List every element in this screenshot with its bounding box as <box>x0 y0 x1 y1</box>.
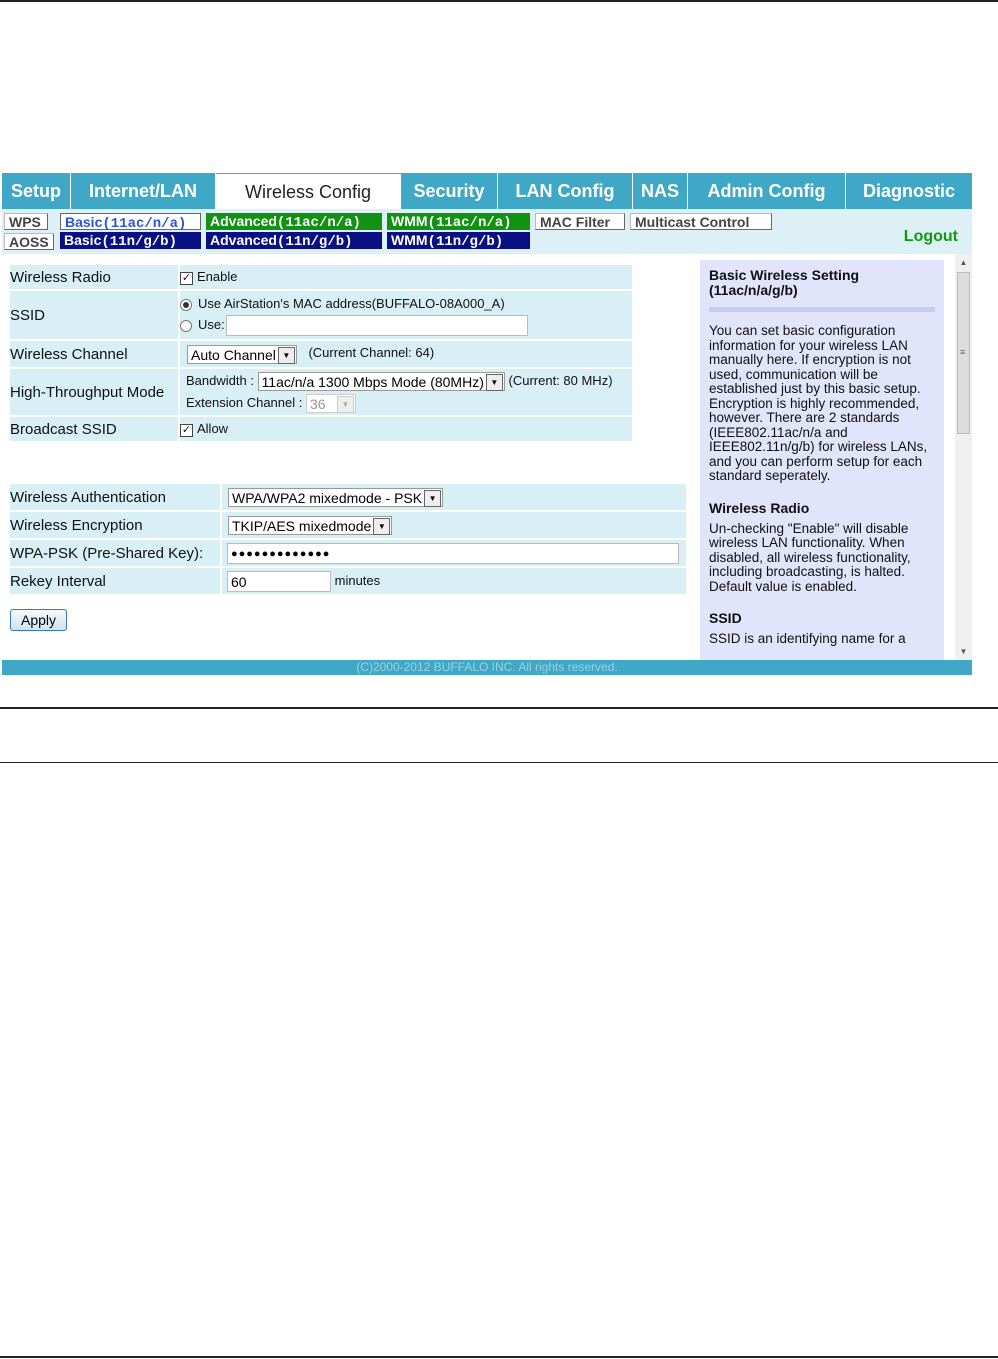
subtab-standard: (11ac/n/a) <box>427 215 512 231</box>
tab-lan-config[interactable]: LAN Config <box>498 173 633 209</box>
mid-rule-bottom <box>0 762 998 763</box>
dropdown-arrow-icon: ▼ <box>486 374 503 391</box>
subtab-label: Basic <box>64 232 102 248</box>
ssid-cell <box>180 291 632 339</box>
copyright-footer: (C)2000-2012 BUFFALO INC. All rights reserved. <box>2 660 972 675</box>
current-channel: (Current Channel: 64) <box>308 345 435 361</box>
broadcast-ssid-cell <box>180 417 632 441</box>
help-intro: You can set basic configuration information for your wireless LAN manually here. If encryption is not used, communication will be established just by this basic setup. Encryption is highly recommended, however. There are 2 standards (IEEE802.11ac/n/a and IEEE802.11n/g/b) for wireless LANs, and you can perform setup for each standard seperately. <box>709 323 928 483</box>
subtab-multicast-control[interactable]: Multicast Control <box>630 213 772 230</box>
extension-channel-label: Extension Channel : <box>186 395 303 410</box>
help-scrollbar[interactable] <box>955 254 972 660</box>
tab-wireless-config[interactable]: Wireless Config <box>216 174 401 210</box>
wireless-channel-cell <box>180 341 632 367</box>
settings-pane <box>2 254 692 660</box>
subtab-standard: (11n/g/b) <box>427 234 504 250</box>
wireless-encryption-cell <box>222 512 686 538</box>
scroll-down-icon[interactable]: ▼ <box>959 647 968 656</box>
help-pane <box>692 254 972 660</box>
subtab-wmm-11ng[interactable] <box>387 232 530 249</box>
tab-nas[interactable]: NAS <box>633 173 688 209</box>
allow-checkbox[interactable]: ✓ <box>181 423 192 436</box>
subtab-standard: (11ac/n/a) <box>102 216 187 232</box>
wireless-radio-label: Wireless Radio <box>10 265 180 289</box>
help-radio-text: Un-checking "Enable" will disable wireless LAN functionality. When disabled, all wireless functionality, including broadcasting, is halted. Default value is enabled. <box>709 520 911 594</box>
subtab-label: Advanced <box>210 232 277 248</box>
help-divider <box>709 307 935 312</box>
help-ssid-text: SSID is an identifying name for a <box>709 631 906 646</box>
dropdown-arrow-icon: ▼ <box>278 347 295 364</box>
dropdown-arrow-icon: ▼ <box>373 518 390 535</box>
ssid-custom-radio[interactable] <box>180 320 192 332</box>
grip-icon: ≡ <box>960 347 966 357</box>
dropdown-arrow-icon: ▼ <box>337 396 354 413</box>
subtab-basic-11ng[interactable] <box>60 232 201 249</box>
row-ssid <box>10 291 632 339</box>
ssid-custom-label: Use: <box>198 317 225 332</box>
subtab-mac-filter[interactable]: MAC Filter <box>535 213 625 230</box>
subtab-wps[interactable]: WPS <box>4 213 48 230</box>
wireless-auth-cell <box>222 484 686 510</box>
rekey-interval-cell <box>222 568 686 594</box>
channel-value: Auto Channel <box>191 346 276 363</box>
subtab-wmm-11ac[interactable] <box>387 213 530 230</box>
enable-label: Enable <box>197 269 238 285</box>
tab-security[interactable]: Security <box>401 173 498 209</box>
help-title: Basic Wireless Setting (11ac/n/a/g/b) <box>709 267 860 298</box>
subtab-standard: (11n/g/b) <box>276 234 353 250</box>
encryption-value: TKIP/AES mixedmode <box>232 517 372 534</box>
ssid-input[interactable] <box>226 315 528 336</box>
tab-setup[interactable]: Setup <box>2 173 71 209</box>
subtab-label: WMM <box>391 232 428 248</box>
scroll-thumb[interactable] <box>957 272 970 434</box>
wpa-psk-label: WPA-PSK (Pre-Shared Key): <box>10 540 222 566</box>
wireless-channel-label: Wireless Channel <box>10 341 180 367</box>
allow-label: Allow <box>197 421 229 437</box>
top-rule <box>0 0 998 2</box>
subtab-standard: (11ac/n/a) <box>276 215 361 231</box>
row-wireless-encryption <box>10 512 686 538</box>
apply-button[interactable]: Apply <box>10 609 67 631</box>
wireless-radio-cell <box>180 265 632 289</box>
security-settings-table <box>10 482 686 596</box>
mid-rule-top <box>0 707 998 709</box>
help-content <box>700 260 944 660</box>
row-wpa-psk <box>10 540 686 566</box>
row-rekey-interval <box>10 568 686 594</box>
subtab-label: Basic <box>65 214 103 230</box>
ssid-mac-radio[interactable] <box>180 299 192 311</box>
subtab-label: Advanced <box>210 213 277 229</box>
help-radio-title: Wireless Radio <box>709 499 810 516</box>
bottom-rule <box>0 1356 998 1358</box>
tab-admin-config[interactable]: Admin Config <box>688 173 846 209</box>
current-bandwidth: (Current: 80 MHz) <box>508 373 613 388</box>
auth-value: WPA/WPA2 mixedmode - PSK <box>232 489 423 506</box>
row-broadcast-ssid <box>10 417 632 441</box>
scroll-up-icon[interactable]: ▲ <box>959 258 968 267</box>
basic-settings-table <box>10 263 632 443</box>
row-wireless-channel <box>10 341 632 367</box>
auth-select[interactable] <box>228 488 443 507</box>
wireless-encryption-label: Wireless Encryption <box>10 512 222 538</box>
enable-checkbox[interactable]: ✓ <box>181 271 192 284</box>
bandwidth-label: Bandwidth : <box>186 373 254 388</box>
row-high-throughput <box>10 369 632 415</box>
channel-select[interactable] <box>187 345 297 364</box>
rekey-interval-label: Rekey Interval <box>10 568 222 594</box>
router-admin-window <box>2 173 972 675</box>
tab-diagnostic[interactable]: Diagnostic <box>862 181 955 201</box>
wireless-auth-label: Wireless Authentication <box>10 484 222 510</box>
ht-mode-cell <box>180 369 632 415</box>
ssid-mac-label: Use AirStation's MAC address(BUFFALO-08A000_A) <box>198 296 505 311</box>
encryption-select[interactable] <box>228 516 392 535</box>
dropdown-arrow-icon: ▼ <box>424 490 441 507</box>
subtab-standard: (11n/g/b) <box>101 234 177 250</box>
row-wireless-auth <box>10 484 686 510</box>
ht-mode-label: High-Throughput Mode <box>10 369 180 415</box>
help-ssid-title: SSID <box>709 610 742 626</box>
main-nav <box>2 173 972 209</box>
row-wireless-radio <box>10 265 632 289</box>
subtab-advanced-11ng[interactable] <box>206 232 382 249</box>
tab-internet-lan[interactable]: Internet/LAN <box>71 173 216 209</box>
wpa-psk-cell <box>222 540 686 566</box>
subtab-aoss[interactable]: AOSS <box>4 233 54 250</box>
subtab-basic-11ac[interactable] <box>60 213 201 230</box>
bandwidth-select[interactable] <box>258 372 505 391</box>
subtab-advanced-11ac[interactable] <box>206 213 382 230</box>
logout-link[interactable]: Logout <box>903 228 958 245</box>
rekey-input[interactable]: 60 <box>227 571 331 592</box>
broadcast-ssid-label: Broadcast SSID <box>10 417 180 441</box>
sub-nav <box>2 209 972 254</box>
bandwidth-value: 11ac/n/a 1300 Mbps Mode (80MHz) <box>261 374 484 391</box>
extension-channel-select[interactable] <box>306 394 356 413</box>
rekey-unit: minutes <box>334 572 381 588</box>
extension-channel-value: 36 <box>309 396 326 413</box>
ssid-label: SSID <box>10 291 180 339</box>
psk-input[interactable]: ●●●●●●●●●●●●● <box>227 543 679 564</box>
subtab-label: WMM <box>391 213 428 229</box>
